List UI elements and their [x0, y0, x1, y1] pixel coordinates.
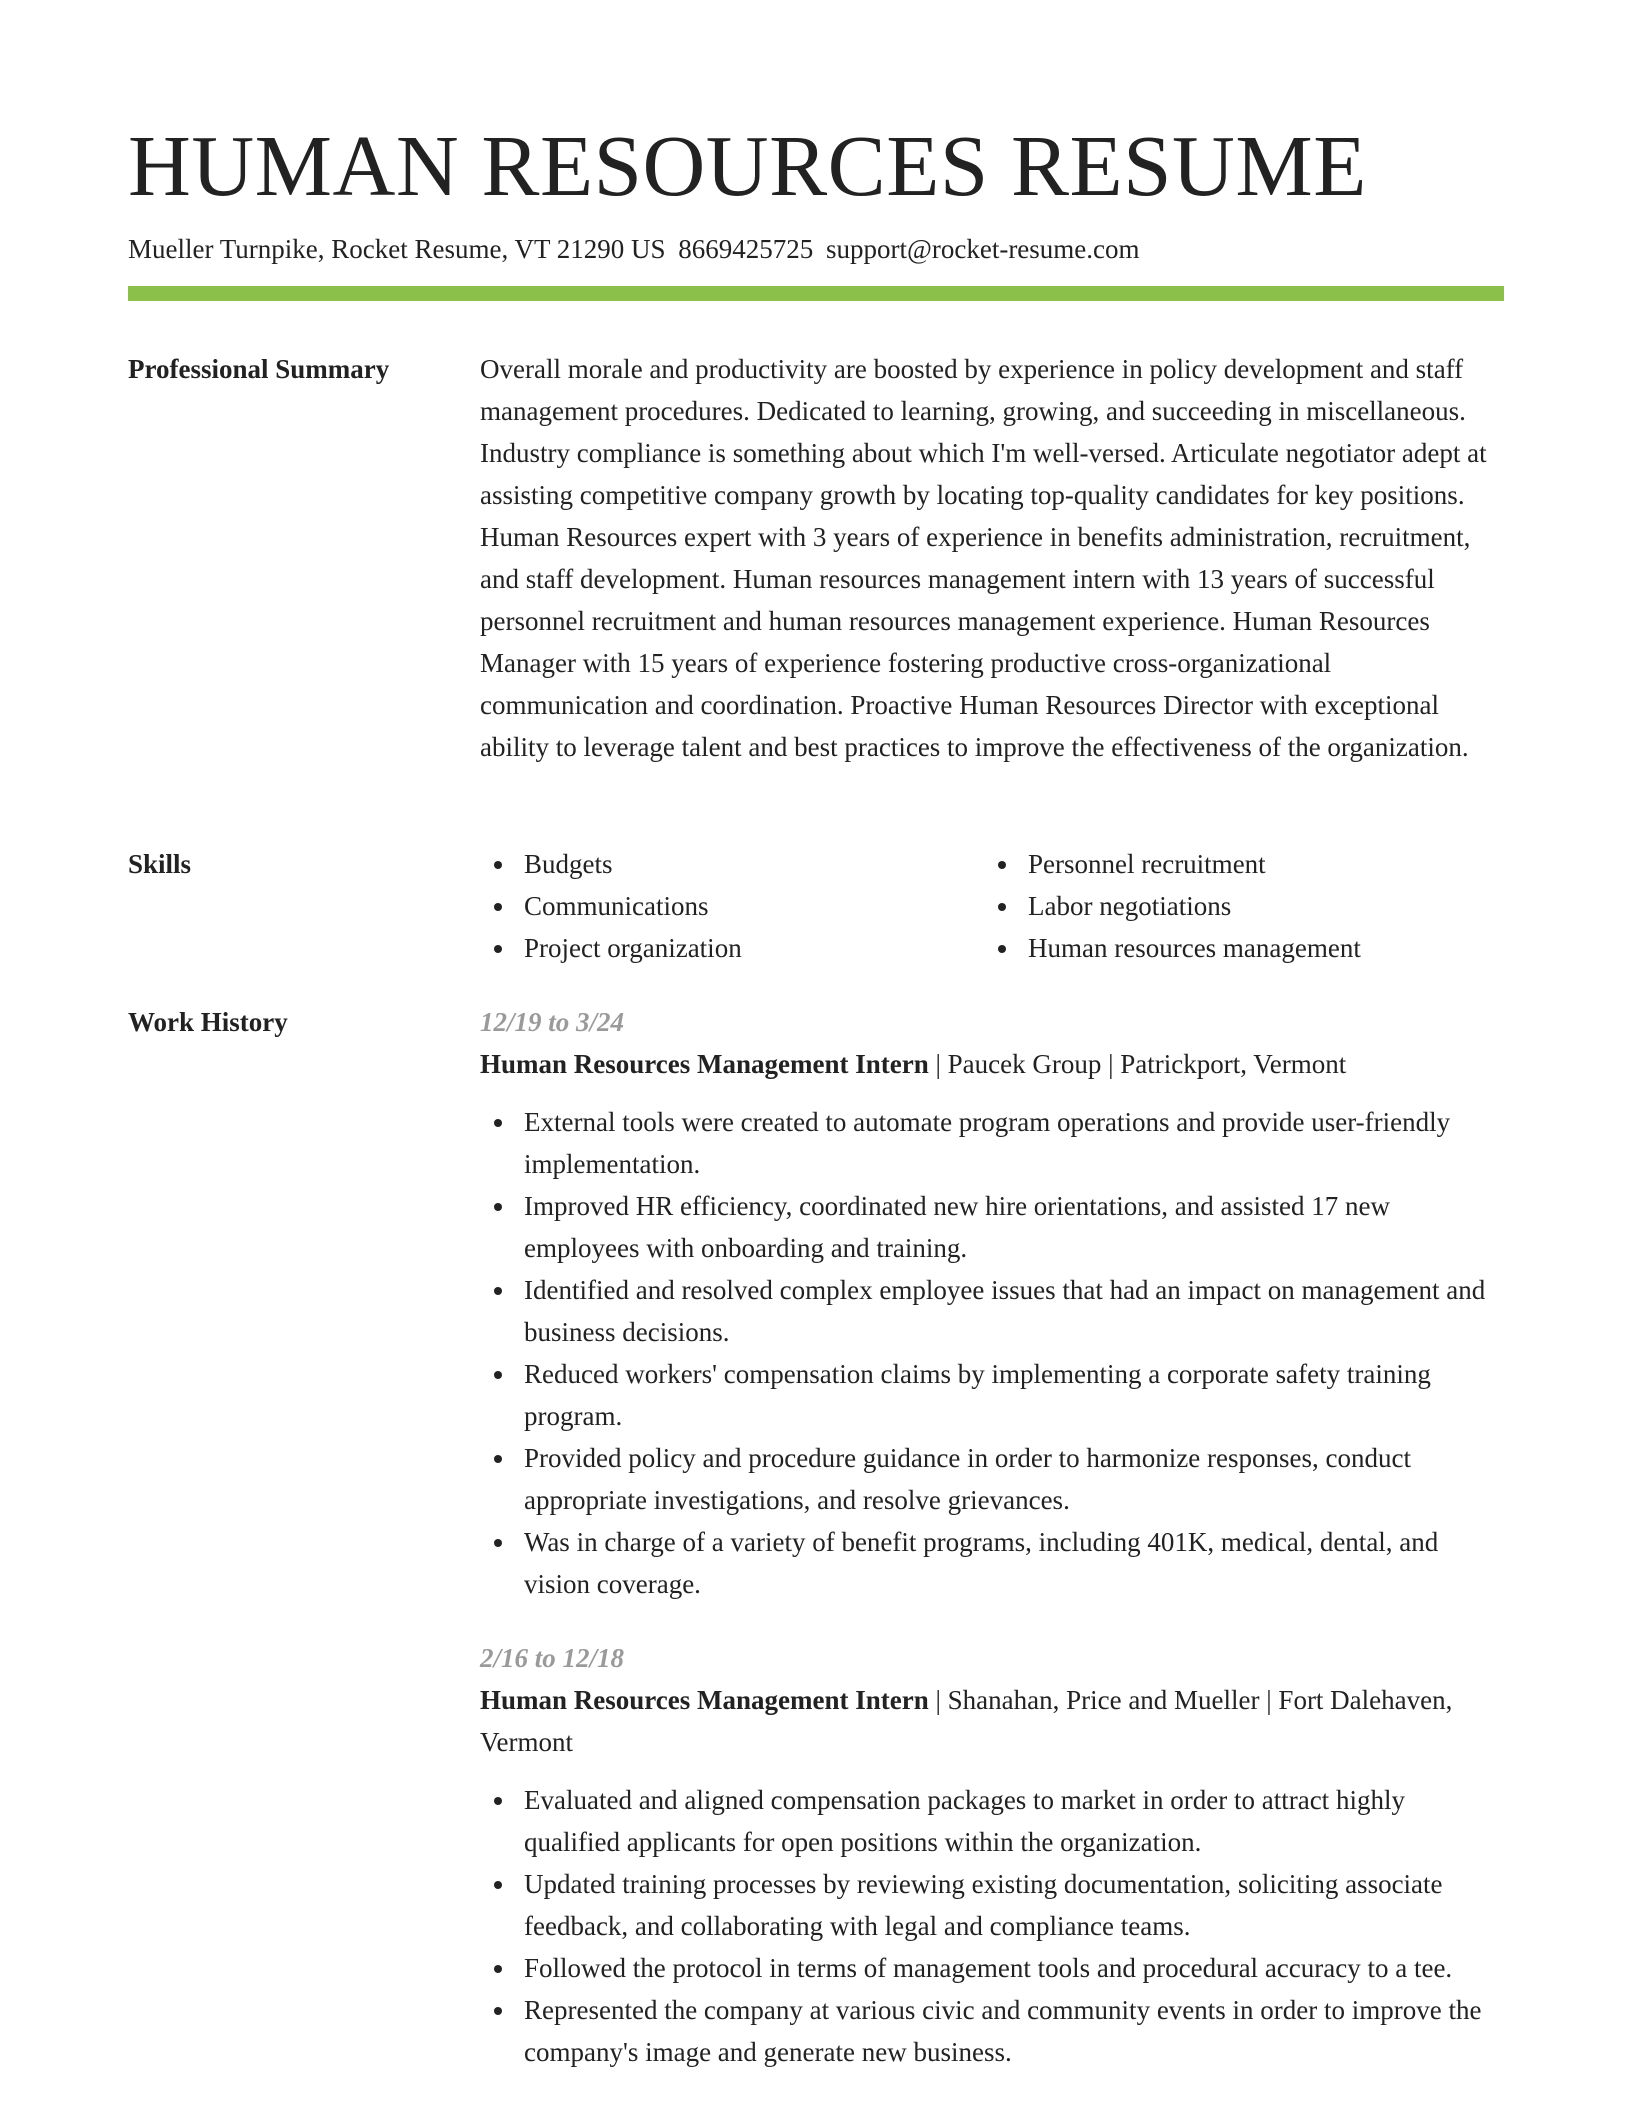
job-details: | Shanahan, Price and Mueller | Fort Dalehaven, Vermont — [480, 1685, 1453, 1757]
job-bullet: Followed the protocol in terms of management tools and procedural accuracy to a tee. — [480, 1947, 1504, 1989]
job-details: | Paucek Group | Patrickport, Vermont — [928, 1049, 1347, 1079]
skill-item: Budgets — [480, 843, 984, 885]
summary-text: Overall morale and productivity are boosted by experience in policy development and staff management procedures. Dedicated to learning, growing, and succeeding in miscellaneous. Industry compliance is something about which I'm well-versed. Articulate negotiator adept at assisting competitive company growth by locating top-quality candidates for key positions. Human Resources expert with 3 years of experience in benefits administration, recruitment, and staff development. Human resources management intern with 13 years of successful personnel recruitment and human resources management experience. Human Resources Manager with 15 years of experience fostering productive cross-organizational communication and coordination. Proactive Human Resources Director with exceptional ability to leverage talent and best practices to improve the effectiveness of the organization. — [480, 354, 1487, 762]
contact-address: Mueller Turnpike, Rocket Resume, VT 21290 US — [128, 234, 666, 264]
job-bullet: Updated training processes by reviewing existing documentation, soliciting associate feedback, and collaborating with legal and compliance teams. — [480, 1863, 1504, 1947]
summary-heading: Professional Summary — [128, 354, 390, 384]
job-bullet: Provided policy and procedure guidance in order to harmonize responses, conduct appropriate investigations, and resolve grievances. — [480, 1437, 1504, 1521]
contact-email: support@rocket-resume.com — [826, 234, 1140, 264]
skills-column-right — [984, 843, 1488, 969]
job-bullet: Evaluated and aligned compensation packages to market in order to attract highly qualified applicants for open positions within the organization. — [480, 1779, 1504, 1863]
job-bullet: Was in charge of a variety of benefit programs, including 401K, medical, dental, and vision coverage. — [480, 1521, 1504, 1605]
skill-item: Project organization — [480, 927, 984, 969]
job-dates: 2/16 to 12/18 — [480, 1643, 625, 1673]
contact-line — [128, 232, 1140, 266]
job-heading — [480, 1043, 1504, 1085]
job-entry — [480, 1637, 1504, 2073]
header-divider — [128, 286, 1504, 301]
resume-title: HUMAN RESOURCES RESUME — [128, 117, 1367, 214]
skills-heading: Skills — [128, 849, 192, 879]
work-history-heading: Work History — [128, 1007, 288, 1037]
job-bullet: External tools were created to automate program operations and provide user-friendly implementation. — [480, 1101, 1504, 1185]
work-history-body — [480, 1001, 1504, 2073]
job-title: Human Resources Management Intern — [480, 1049, 929, 1079]
job-entry — [480, 1001, 1504, 1605]
skill-item: Communications — [480, 885, 984, 927]
job-bullet: Improved HR efficiency, coordinated new hire orientations, and assisted 17 new employees with onboarding and training. — [480, 1185, 1504, 1269]
skill-item: Human resources management — [984, 927, 1488, 969]
job-dates: 12/19 to 3/24 — [480, 1007, 625, 1037]
job-heading — [480, 1679, 1504, 1763]
contact-phone: 8669425725 — [678, 234, 814, 264]
skills-body — [480, 843, 1504, 969]
skill-item: Labor negotiations — [984, 885, 1488, 927]
job-bullets — [480, 1101, 1504, 1605]
job-title: Human Resources Management Intern — [480, 1685, 929, 1715]
skill-item: Personnel recruitment — [984, 843, 1488, 885]
skills-column-left — [480, 843, 984, 969]
job-bullet: Represented the company at various civic and community events in order to improve the company's image and generate new business. — [480, 1989, 1504, 2073]
job-bullets — [480, 1779, 1504, 2073]
job-bullet: Reduced workers' compensation claims by implementing a corporate safety training program. — [480, 1353, 1504, 1437]
job-bullet: Identified and resolved complex employee issues that had an impact on management and business decisions. — [480, 1269, 1504, 1353]
